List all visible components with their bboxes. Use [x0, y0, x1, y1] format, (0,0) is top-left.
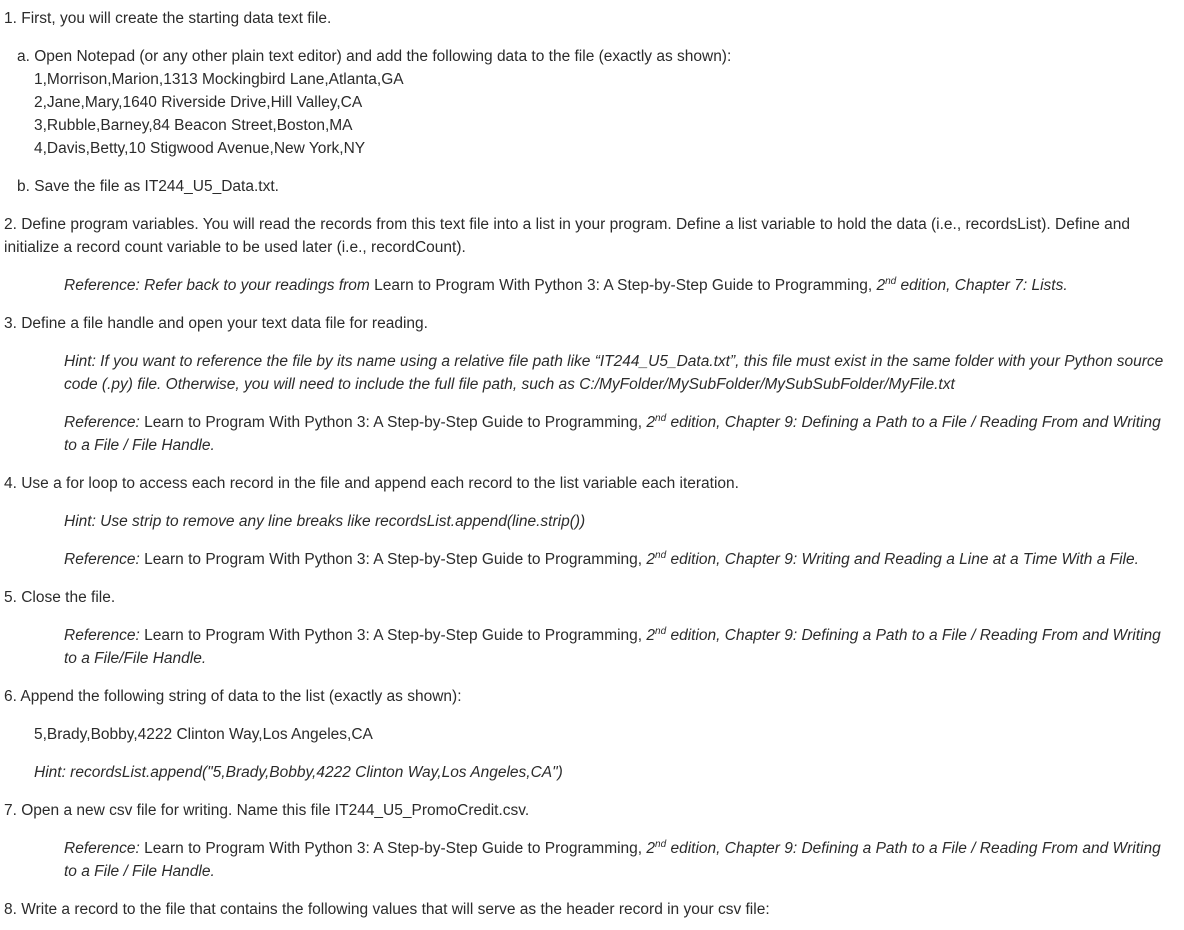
reference-4: Reference: Learn to Program With Python 3: A Step-by-Step Guide to Programming, 2nd edition, Chapter 9: Writing and Reading a Line at a Time With a File. [64, 549, 1139, 568]
data-line-2: 2,Jane,Mary,1640 Riverside Drive,Hill Valley,CA [34, 94, 363, 111]
step-1b: b. Save the file as IT244_U5_Data.txt. [17, 178, 279, 195]
step-6-data: 5,Brady,Bobby,4222 Clinton Way,Los Angeles,CA [34, 726, 373, 743]
hint-6: Hint: recordsList.append("5,Brady,Bobby,4222 Clinton Way,Los Angeles,CA") [34, 764, 563, 781]
data-line-4: 4,Davis,Betty,10 Stigwood Avenue,New York,NY [34, 140, 366, 157]
reference-2: Reference: Refer back to your readings from Learn to Program With Python 3: A Step-by-Step Guide to Programming, 2nd edition, Chapter 7: Lists. [64, 275, 1068, 294]
reference-5: Reference: Learn to Program With Python 3: A Step-by-Step Guide to Programming, 2nd edition, Chapter 9: Defining a Path to a File / Reading From and Writing to a File/File Handle. [64, 625, 1161, 667]
step-4: 4. Use a for loop to access each record in the file and append each record to the list variable each iteration. [4, 475, 739, 492]
reference-7: Reference: Learn to Program With Python 3: A Step-by-Step Guide to Programming, 2nd edition, Chapter 9: Defining a Path to a File / Reading From and Writing to a File / File Handle. [64, 838, 1161, 880]
hint-3: Hint: If you want to reference the file by its name using a relative file path like “IT244_U5_Data.txt”, this file must exist in the same folder with your Python source code (.py) file. Otherwise, you will need to include the full file path, such as C:/MyFolder/MySubFolder/MySubSubFolder/MyFile.txt [64, 353, 1164, 393]
reference-3: Reference: Learn to Program With Python 3: A Step-by-Step Guide to Programming, 2nd edition, Chapter 9: Defining a Path to a File / Reading From and Writing to a File / File Handle. [64, 412, 1161, 454]
step-7: 7. Open a new csv file for writing. Name this file IT244_U5_PromoCredit.csv. [4, 802, 530, 819]
step-8: 8. Write a record to the file that contains the following values that will serve as the header record in your csv file: [4, 901, 770, 918]
step-3: 3. Define a file handle and open your text data file for reading. [4, 315, 428, 332]
data-line-3: 3,Rubble,Barney,84 Beacon Street,Boston,MA [34, 117, 353, 134]
step-1: 1. First, you will create the starting data text file. [4, 10, 332, 27]
step-1a: a. Open Notepad (or any other plain text editor) and add the following data to the file (exactly as shown): [17, 48, 732, 65]
step-2: 2. Define program variables. You will read the records from this text file into a list in your program. Define a list variable to hold the data (i.e., recordsList). Define and initialize a record count variable to be used later (i.e., recordCount). [4, 216, 1131, 256]
hint-4: Hint: Use strip to remove any line breaks like recordsList.append(line.strip()) [64, 513, 586, 530]
data-line-1: 1,Morrison,Marion,1313 Mockingbird Lane,Atlanta,GA [34, 71, 404, 88]
step-5: 5. Close the file. [4, 589, 116, 606]
step-6: 6. Append the following string of data to the list (exactly as shown): [4, 688, 462, 705]
